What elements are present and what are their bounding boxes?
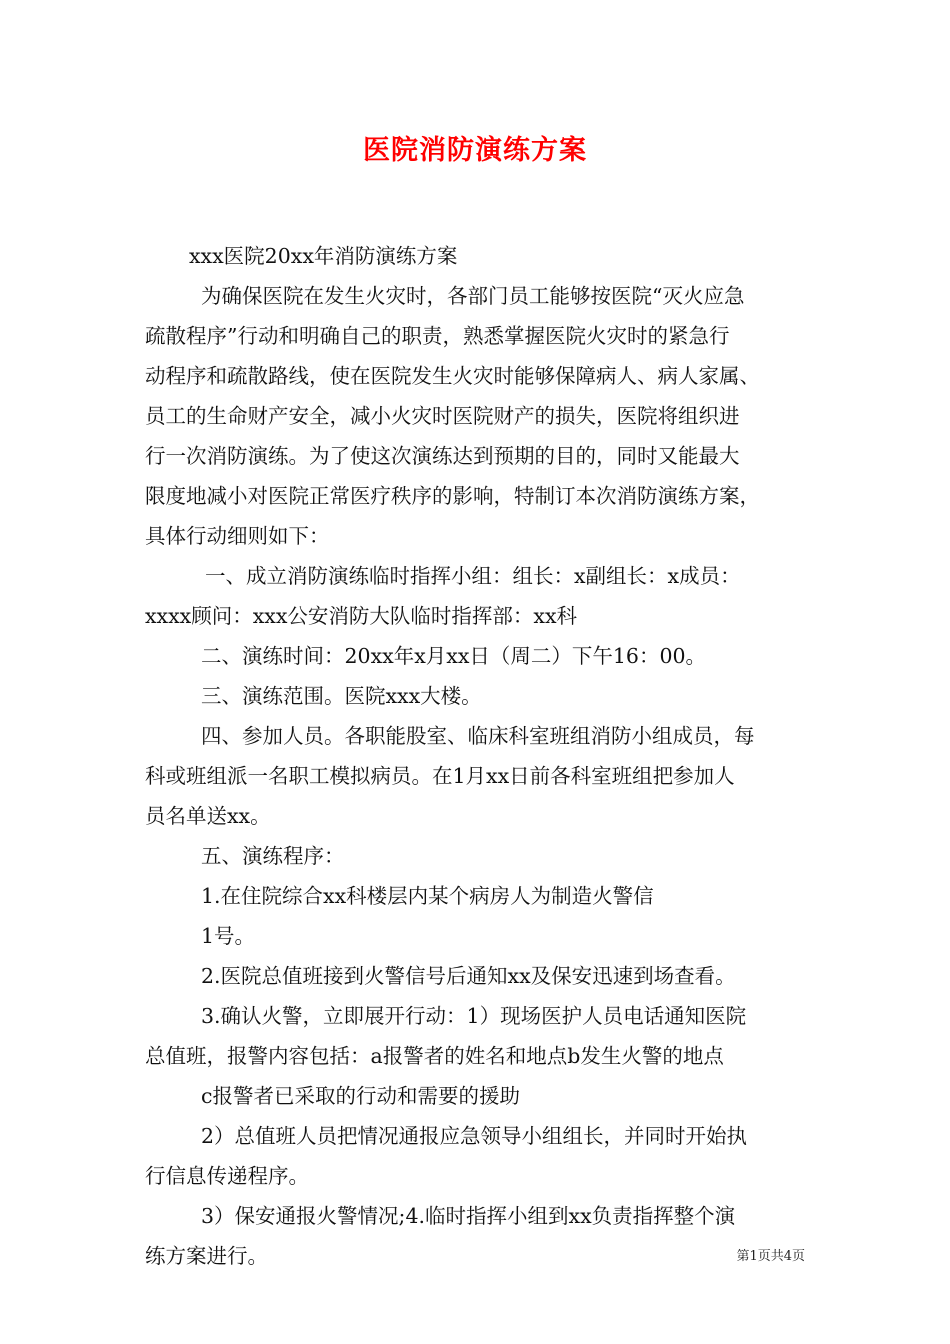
section-line: 二、演练时间：20xx年x月xx日（周二）下午16：00。 (201, 644, 707, 668)
section-line: 三、演练范围。医院xxx大楼。 (201, 684, 482, 708)
paragraph-line: 科或班组派一名职工模拟病员。在1月xx日前各科室班组把参加人 (145, 764, 735, 788)
step-line: 3）保安通报火警情况;4.临时指挥小组到xx负责指挥整个演 (201, 1204, 736, 1228)
paragraph-line: 员工的生命财产安全，减小火灾时医院财产的损失，医院将组织进 (145, 404, 740, 428)
section-line: 一、成立消防演练临时指挥小组：组长：x副组长：x成员： (205, 564, 741, 588)
paragraph-line: 疏散程序”行动和明确自己的职责，熟悉掌握医院火灾时的紧急行 (145, 324, 730, 348)
step-line: 3.确认火警，立即展开行动：1）现场医护人员电话通知医院 (201, 1004, 747, 1028)
step-line: 1.在住院综合xx科楼层内某个病房人为制造火警信 (201, 884, 654, 908)
paragraph-line: 练方案进行。 (145, 1244, 268, 1268)
step-line: 2.医院总值班接到火警信号后通知xx及保安迅速到场查看。 (201, 964, 736, 988)
step-line: 2）总值班人员把情况通报应急领导小组组长，并同时开始执 (201, 1124, 748, 1148)
step-line: c报警者已采取的行动和需要的援助 (201, 1084, 520, 1108)
paragraph-line: 总值班，报警内容包括：a报警者的姓名和地点b发生火警的地点 (145, 1044, 724, 1068)
page-number: 第1页共4页 (736, 1249, 805, 1264)
step-line: 1号。 (201, 924, 256, 948)
paragraph-line: 限度地减小对医院正常医疗秩序的影响，特制订本次消防演练方案， (145, 484, 760, 508)
paragraph-line: 行一次消防演练。为了使这次演练达到预期的目的，同时又能最大 (145, 444, 740, 468)
document-body (145, 236, 825, 1276)
paragraph-line: 动程序和疏散路线，使在医院发生火灾时能够保障病人、病人家属、 (145, 364, 760, 388)
paragraph-line: 具体行动细则如下： (145, 524, 330, 548)
paragraph-line: 员名单送xx。 (145, 804, 271, 828)
section-line: 五、演练程序： (201, 844, 345, 868)
paragraph-line: xxxx顾问：xxx公安消防大队临时指挥部：xx科 (145, 604, 578, 628)
document-title: 医院消防演练方案 (363, 135, 587, 166)
paragraph-line: 为确保医院在发生火灾时，各部门员工能够按医院“灭火应急 (201, 284, 745, 308)
doc-subtitle: xxx医院20xx年消防演练方案 (189, 244, 458, 268)
section-line: 四、参加人员。各职能股室、临床科室班组消防小组成员，每 (201, 724, 755, 748)
paragraph-line: 行信息传递程序。 (145, 1164, 309, 1188)
